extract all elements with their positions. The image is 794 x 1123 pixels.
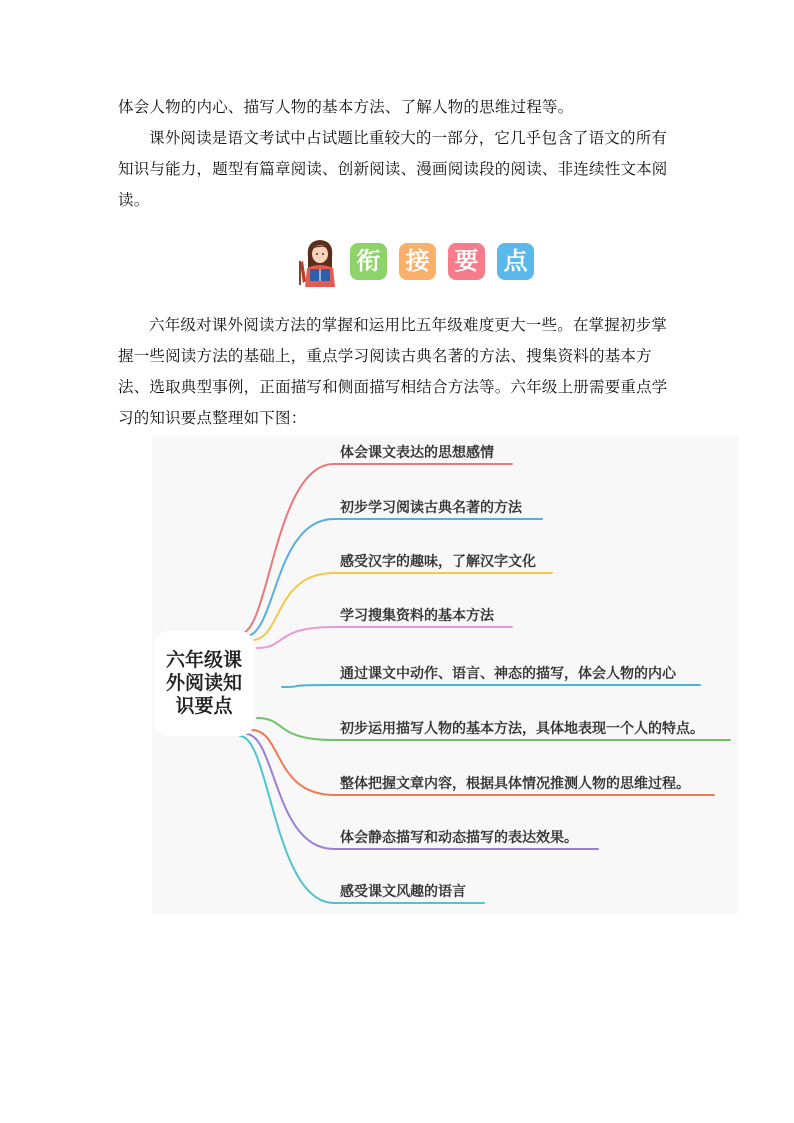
branch-label-4: 学习搜集资料的基本方法: [340, 608, 494, 624]
branch-label-3: 感受汉字的趣味，了解汉字文化: [340, 554, 536, 570]
center-line-3: 识要点: [175, 695, 233, 717]
mindmap-center: [154, 631, 254, 736]
branch-label-6: 初步运用描写人物的基本方法，具体地表现一个人的特点。: [340, 721, 704, 737]
branch-label-9: 感受课文风趣的语言: [340, 884, 466, 900]
branch-line-9: [240, 736, 484, 903]
title-char-3: 要: [448, 243, 485, 280]
title-char-2: 接: [399, 243, 436, 280]
center-line-1: 六年级课: [165, 649, 242, 671]
mindmap: [152, 436, 738, 914]
paragraph-1: 体会人物的内心、描写人物的基本方法、了解人物的思维过程等。: [118, 98, 574, 116]
branch-line-5: [282, 685, 700, 687]
teacher-reading-icon: [298, 235, 348, 287]
branch-label-8: 体会静态描写和动态描写的表达效果。: [340, 830, 578, 846]
branch-label-2: 初步学习阅读古典名著的方法: [340, 500, 522, 516]
paragraph-2: 课外阅读是语文考试中占试题比重较大的一部分，它几乎包含了语文的所有知识与能力，题型有篇章阅读、创新阅读、漫画阅读段的阅读、非连续性文本阅读。: [118, 129, 668, 209]
title-char-4: 点: [497, 243, 534, 280]
paragraph-3: 六年级对课外阅读方法的掌握和运用比五年级难度更大一些。在掌握初步掌握一些阅读方法的基础上，重点学习阅读古典名著的方法、搜集资料的基本方法、选取典型事例，正面描写和侧面描写相结合方法等。六年级上册需要重点学习的知识要点整理如下图：: [118, 316, 668, 427]
title-char-1: 衔: [350, 243, 387, 280]
center-line-2: 外阅读知: [165, 672, 242, 694]
branch-line-4: [257, 627, 512, 648]
branch-label-7: 整体把握文章内容，根据具体情况推测人物的思维过程。: [340, 776, 690, 792]
branch-label-1: 体会课文表达的思想感情: [340, 445, 494, 461]
branch-label-5: 通过课文中动作、语言、神态的描写，体会人物的内心: [340, 666, 676, 682]
